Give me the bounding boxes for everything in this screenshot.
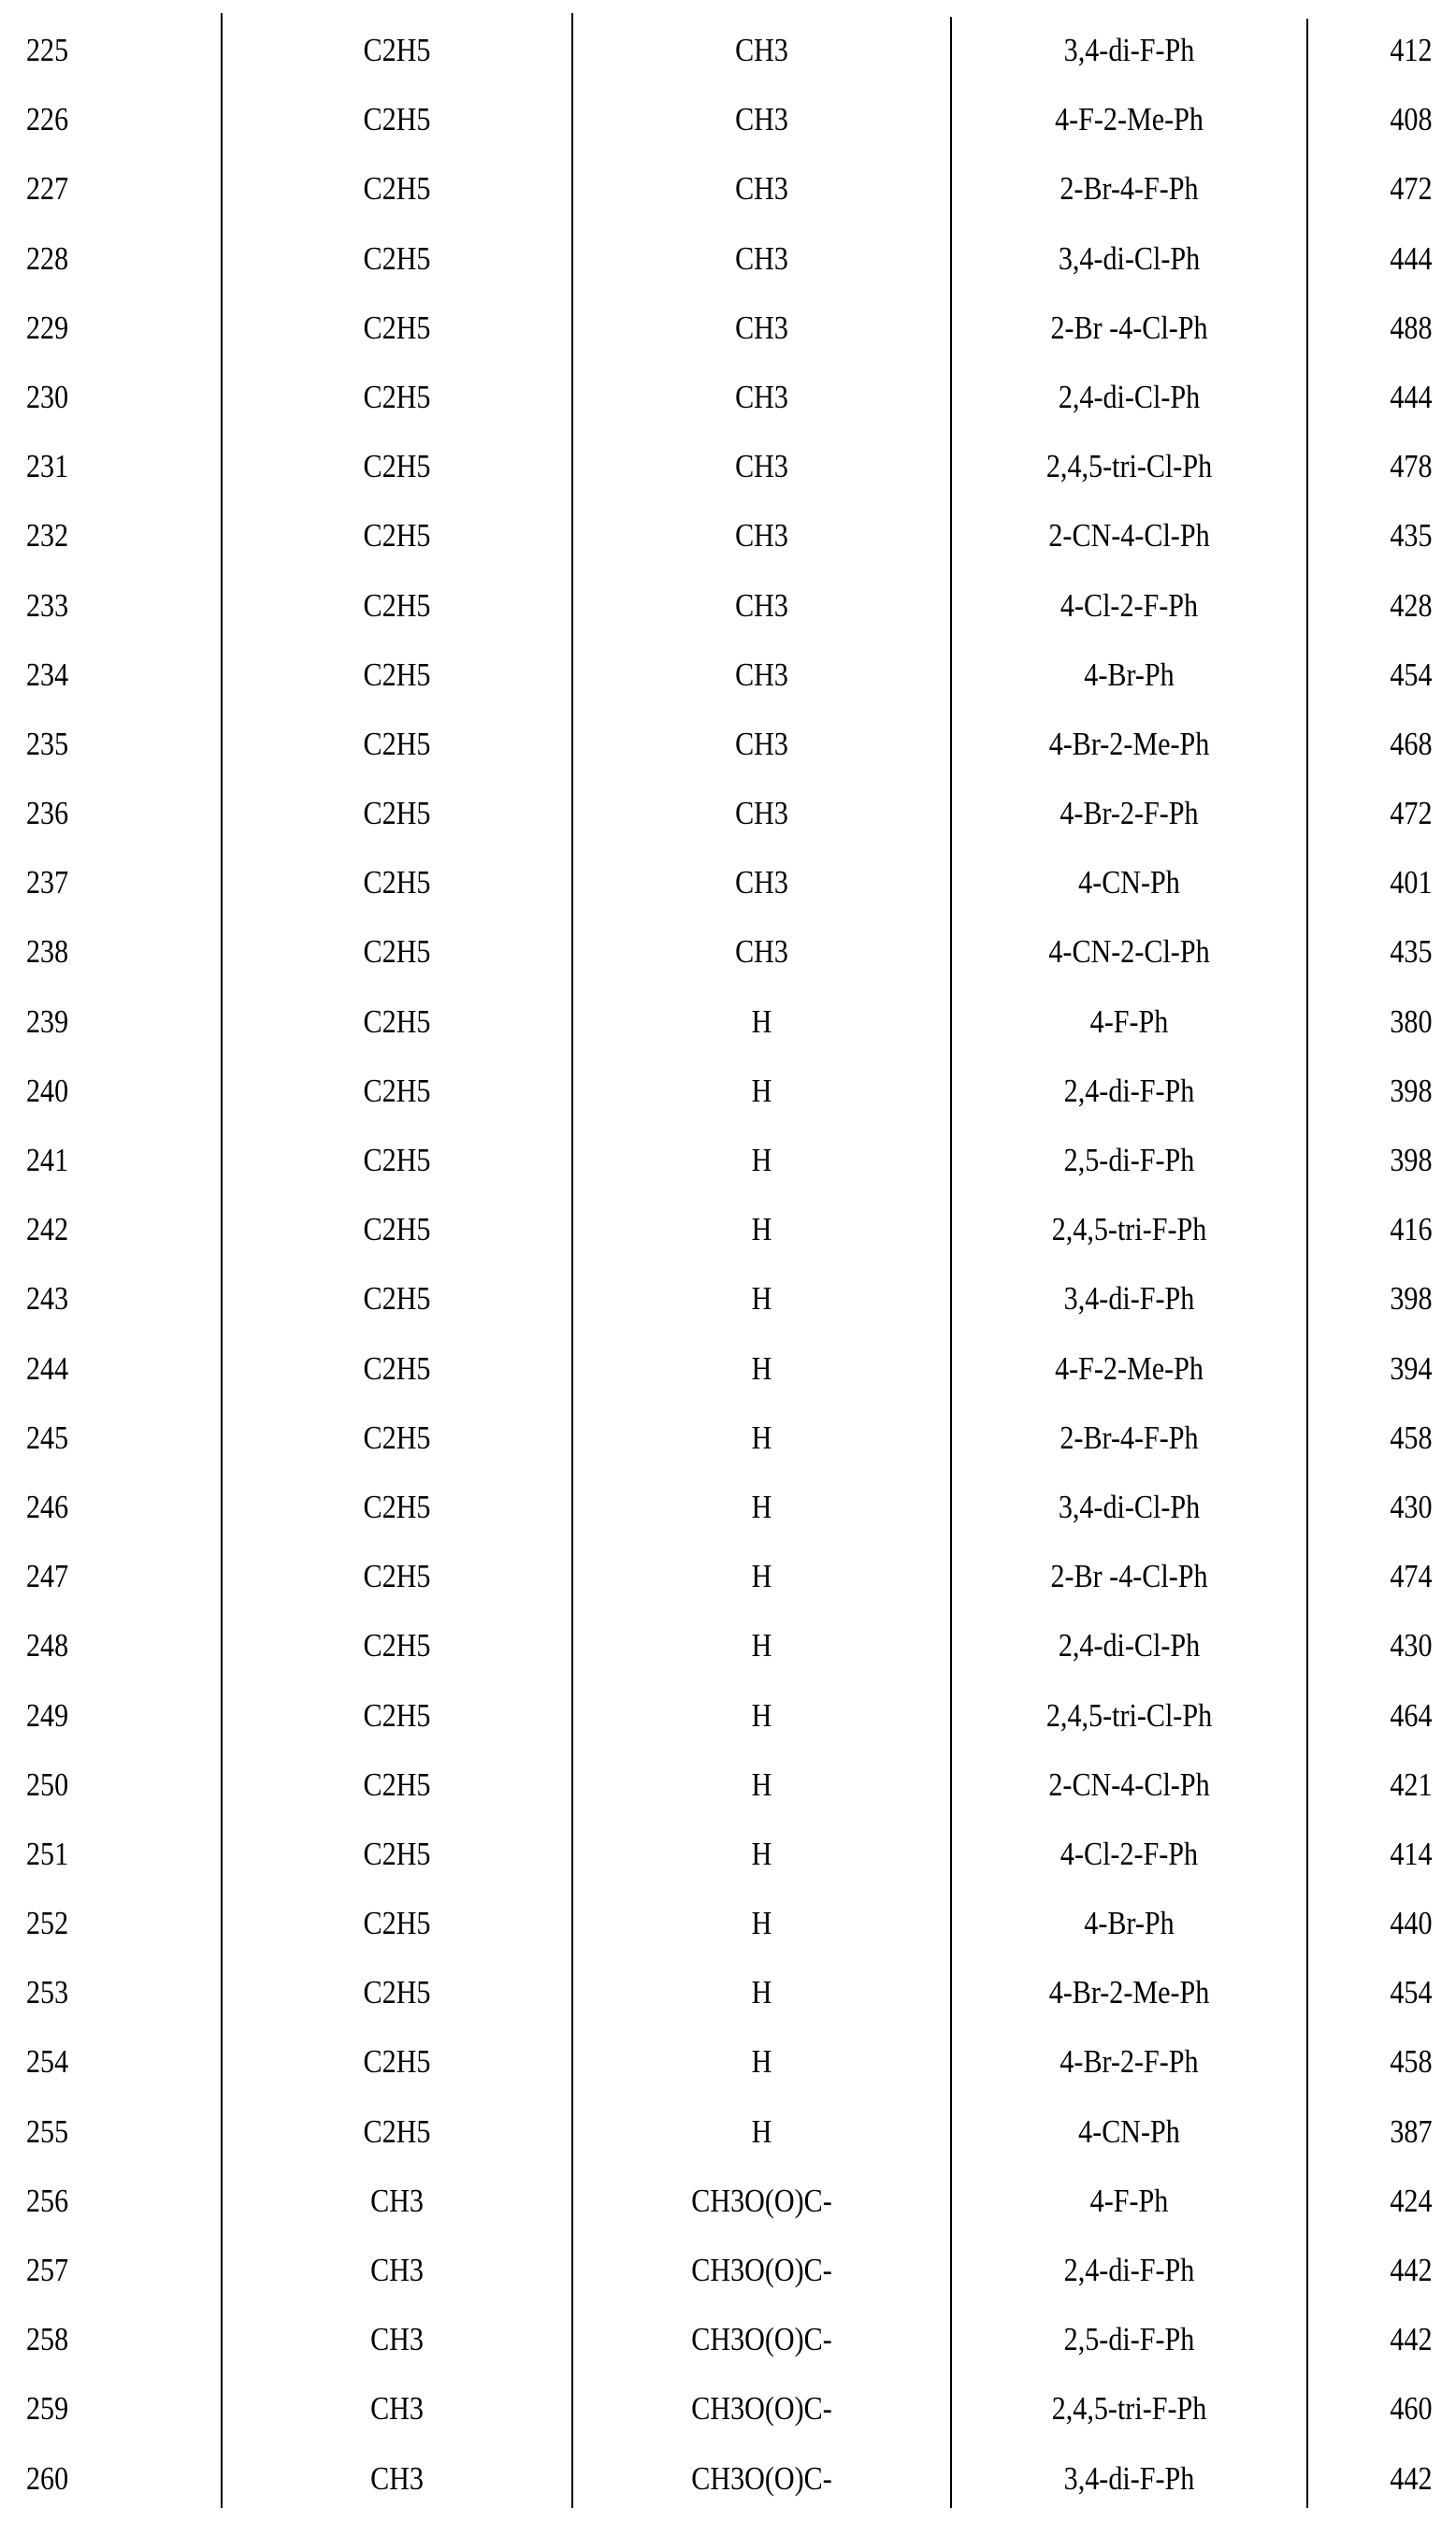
aryl-group: 4-F-Ph — [976, 1003, 1283, 1041]
r2-substituent: CH3O(O)C- — [598, 2321, 924, 2358]
r2-substituent: CH3 — [598, 517, 924, 555]
r2-substituent: H — [598, 1766, 924, 1804]
aryl-group: 2,5-di-F-Ph — [976, 1142, 1283, 1179]
r1-substituent: C2H5 — [246, 1627, 548, 1665]
compound-number: 243 — [26, 1280, 68, 1318]
r2-substituent: CH3 — [598, 379, 924, 416]
compound-number: 259 — [26, 2390, 68, 2428]
r2-substituent: CH3O(O)C- — [598, 2183, 924, 2220]
molecular-weight: 458 — [1390, 1420, 1432, 1457]
molecular-weight: 458 — [1390, 2043, 1432, 2081]
compound-number: 229 — [26, 310, 68, 347]
aryl-group: 2,4-di-F-Ph — [976, 2252, 1283, 2289]
molecular-weight: 380 — [1390, 1003, 1432, 1041]
r1-substituent: CH3 — [246, 2390, 548, 2428]
table-row — [0, 2383, 1456, 2452]
r1-substituent: C2H5 — [246, 101, 548, 138]
compound-number: 242 — [26, 1211, 68, 1248]
r2-substituent: CH3 — [598, 933, 924, 971]
molecular-weight: 430 — [1390, 1627, 1432, 1665]
r2-substituent: CH3O(O)C- — [598, 2390, 924, 2428]
aryl-group: 4-F-2-Me-Ph — [976, 1350, 1283, 1388]
r2-substituent: H — [598, 1350, 924, 1388]
molecular-weight: 444 — [1390, 379, 1432, 416]
r1-substituent: C2H5 — [246, 1489, 548, 1526]
r2-substituent: H — [598, 1697, 924, 1735]
table-row — [0, 2106, 1456, 2175]
compound-number: 258 — [26, 2321, 68, 2358]
r1-substituent: C2H5 — [246, 1420, 548, 1457]
table-row — [0, 1343, 1456, 1412]
r2-substituent: H — [598, 1073, 924, 1110]
r1-substituent: C2H5 — [246, 726, 548, 763]
molecular-weight: 387 — [1390, 2113, 1432, 2151]
compound-number: 253 — [26, 1974, 68, 2011]
r1-substituent: C2H5 — [246, 1766, 548, 1804]
table-row — [0, 2036, 1456, 2105]
molecular-weight: 460 — [1390, 2390, 1432, 2428]
table-row — [0, 1134, 1456, 1203]
table-row — [0, 857, 1456, 926]
r1-substituent: C2H5 — [246, 656, 548, 694]
compound-number: 245 — [26, 1420, 68, 1457]
table-row — [0, 1550, 1456, 1620]
compound-number: 244 — [26, 1350, 68, 1388]
compound-number: 227 — [26, 170, 68, 208]
molecular-weight: 424 — [1390, 2183, 1432, 2220]
compound-number: 232 — [26, 517, 68, 555]
molecular-weight: 454 — [1390, 656, 1432, 694]
compound-number: 237 — [26, 864, 68, 901]
table-row — [0, 1690, 1456, 1759]
r2-substituent: CH3 — [598, 587, 924, 625]
r1-substituent: C2H5 — [246, 1003, 548, 1041]
r1-substituent: C2H5 — [246, 32, 548, 69]
aryl-group: 2,5-di-F-Ph — [976, 2321, 1283, 2358]
compound-number: 249 — [26, 1697, 68, 1735]
molecular-weight: 394 — [1390, 1350, 1432, 1388]
table-row — [0, 649, 1456, 718]
aryl-group: 4-Cl-2-F-Ph — [976, 587, 1283, 625]
molecular-weight: 442 — [1390, 2460, 1432, 2498]
molecular-weight: 412 — [1390, 32, 1432, 69]
aryl-group: 4-CN-2-Cl-Ph — [976, 933, 1283, 971]
compound-number: 234 — [26, 656, 68, 694]
r2-substituent: H — [598, 1280, 924, 1318]
r2-substituent: CH3O(O)C- — [598, 2460, 924, 2498]
compound-number: 252 — [26, 1905, 68, 1942]
aryl-group: 3,4-di-F-Ph — [976, 2460, 1283, 2498]
table-row — [0, 1273, 1456, 1342]
r2-substituent: CH3 — [598, 656, 924, 694]
molecular-weight: 416 — [1390, 1211, 1432, 1248]
aryl-group: 3,4-di-Cl-Ph — [976, 1489, 1283, 1526]
molecular-weight: 442 — [1390, 2252, 1432, 2289]
aryl-group: 2-Br-4-F-Ph — [976, 1420, 1283, 1457]
r1-substituent: CH3 — [246, 2252, 548, 2289]
r1-substituent: C2H5 — [246, 1558, 548, 1595]
aryl-group: 2,4-di-F-Ph — [976, 1073, 1283, 1110]
r1-substituent: C2H5 — [246, 517, 548, 555]
compound-number: 246 — [26, 1489, 68, 1526]
r1-substituent: C2H5 — [246, 170, 548, 208]
aryl-group: 3,4-di-F-Ph — [976, 32, 1283, 69]
aryl-group: 2,4-di-Cl-Ph — [976, 1627, 1283, 1665]
molecular-weight: 488 — [1390, 310, 1432, 347]
r1-substituent: C2H5 — [246, 864, 548, 901]
aryl-group: 4-Br-Ph — [976, 1905, 1283, 1942]
aryl-group: 2,4,5-tri-F-Ph — [976, 1211, 1283, 1248]
r2-substituent: CH3 — [598, 864, 924, 901]
table-row — [0, 926, 1456, 995]
table-row — [0, 24, 1456, 94]
molecular-weight: 454 — [1390, 1974, 1432, 2011]
compound-number: 254 — [26, 2043, 68, 2081]
table-row — [0, 1828, 1456, 1897]
r2-substituent: H — [598, 1211, 924, 1248]
r1-substituent: C2H5 — [246, 448, 548, 485]
r1-substituent: C2H5 — [246, 1211, 548, 1248]
aryl-group: 4-F-2-Me-Ph — [976, 101, 1283, 138]
compound-number: 236 — [26, 795, 68, 832]
r2-substituent: H — [598, 2043, 924, 2081]
molecular-weight: 472 — [1390, 795, 1432, 832]
r1-substituent: C2H5 — [246, 1974, 548, 2011]
table-row — [0, 1897, 1456, 1967]
r2-substituent: H — [598, 1489, 924, 1526]
r1-substituent: CH3 — [246, 2183, 548, 2220]
molecular-weight: 468 — [1390, 726, 1432, 763]
aryl-group: 2,4,5-tri-Cl-Ph — [976, 448, 1283, 485]
aryl-group: 2,4,5-tri-F-Ph — [976, 2390, 1283, 2428]
compound-number: 226 — [26, 101, 68, 138]
r1-substituent: CH3 — [246, 2321, 548, 2358]
compound-number: 247 — [26, 1558, 68, 1595]
r2-substituent: CH3 — [598, 310, 924, 347]
r2-substituent: H — [598, 1974, 924, 2011]
molecular-weight: 428 — [1390, 587, 1432, 625]
compound-number: 240 — [26, 1073, 68, 1110]
aryl-group: 2-CN-4-Cl-Ph — [976, 1766, 1283, 1804]
r2-substituent: H — [598, 2113, 924, 2151]
r1-substituent: C2H5 — [246, 2043, 548, 2081]
aryl-group: 4-F-Ph — [976, 2183, 1283, 2220]
table-row — [0, 440, 1456, 510]
molecular-weight: 430 — [1390, 1489, 1432, 1526]
r1-substituent: C2H5 — [246, 933, 548, 971]
molecular-weight: 408 — [1390, 101, 1432, 138]
table-row — [0, 1481, 1456, 1550]
molecular-weight: 398 — [1390, 1073, 1432, 1110]
r2-substituent: H — [598, 1558, 924, 1595]
table-row — [0, 580, 1456, 649]
aryl-group: 4-Br-Ph — [976, 656, 1283, 694]
table-row — [0, 787, 1456, 857]
r2-substituent: H — [598, 1627, 924, 1665]
r2-substituent: CH3 — [598, 448, 924, 485]
r1-substituent: C2H5 — [246, 310, 548, 347]
r2-substituent: CH3 — [598, 32, 924, 69]
aryl-group: 4-Br-2-F-Ph — [976, 795, 1283, 832]
compound-number: 250 — [26, 1766, 68, 1804]
molecular-weight: 440 — [1390, 1905, 1432, 1942]
table-row — [0, 996, 1456, 1065]
compound-number: 260 — [26, 2460, 68, 2498]
molecular-weight: 478 — [1390, 448, 1432, 485]
molecular-weight: 435 — [1390, 517, 1432, 555]
r1-substituent: C2H5 — [246, 1142, 548, 1179]
table-row — [0, 302, 1456, 371]
table-row — [0, 1412, 1456, 1481]
aryl-group: 2-Br -4-Cl-Ph — [976, 1558, 1283, 1595]
r1-substituent: C2H5 — [246, 587, 548, 625]
aryl-group: 2,4,5-tri-Cl-Ph — [976, 1697, 1283, 1735]
r2-substituent: CH3 — [598, 795, 924, 832]
compound-number: 225 — [26, 32, 68, 69]
compound-number: 248 — [26, 1627, 68, 1665]
molecular-weight: 398 — [1390, 1142, 1432, 1179]
r1-substituent: C2H5 — [246, 1905, 548, 1942]
compound-number: 233 — [26, 587, 68, 625]
aryl-group: 4-Br-2-F-Ph — [976, 2043, 1283, 2081]
aryl-group: 4-CN-Ph — [976, 864, 1283, 901]
r1-substituent: C2H5 — [246, 1836, 548, 1873]
compound-number: 239 — [26, 1003, 68, 1041]
compound-number: 228 — [26, 240, 68, 278]
r1-substituent: C2H5 — [246, 240, 548, 278]
r2-substituent: H — [598, 1836, 924, 1873]
r2-substituent: CH3 — [598, 101, 924, 138]
aryl-group: 4-Br-2-Me-Ph — [976, 726, 1283, 763]
r1-substituent: C2H5 — [246, 1073, 548, 1110]
table-row — [0, 2453, 1456, 2522]
r1-substituent: C2H5 — [246, 1280, 548, 1318]
aryl-group: 3,4-di-Cl-Ph — [976, 240, 1283, 278]
compound-number: 241 — [26, 1142, 68, 1179]
table-row — [0, 1620, 1456, 1689]
r2-substituent: CH3 — [598, 726, 924, 763]
aryl-group: 4-CN-Ph — [976, 2113, 1283, 2151]
table-row — [0, 718, 1456, 787]
table-row — [0, 371, 1456, 440]
r2-substituent: CH3 — [598, 170, 924, 208]
r2-substituent: CH3 — [598, 240, 924, 278]
compound-number: 257 — [26, 2252, 68, 2289]
r1-substituent: C2H5 — [246, 1697, 548, 1735]
r1-substituent: C2H5 — [246, 379, 548, 416]
table-row — [0, 510, 1456, 579]
compound-number: 256 — [26, 2183, 68, 2220]
molecular-weight: 414 — [1390, 1836, 1432, 1873]
molecular-weight: 464 — [1390, 1697, 1432, 1735]
r1-substituent: C2H5 — [246, 795, 548, 832]
aryl-group: 2-CN-4-Cl-Ph — [976, 517, 1283, 555]
compound-number: 230 — [26, 379, 68, 416]
table-row — [0, 94, 1456, 163]
compound-number: 235 — [26, 726, 68, 763]
r2-substituent: H — [598, 1003, 924, 1041]
r2-substituent: H — [598, 1420, 924, 1457]
r1-substituent: C2H5 — [246, 2113, 548, 2151]
molecular-weight: 401 — [1390, 864, 1432, 901]
table-row — [0, 1065, 1456, 1134]
molecular-weight: 435 — [1390, 933, 1432, 971]
r2-substituent: CH3O(O)C- — [598, 2252, 924, 2289]
r1-substituent: CH3 — [246, 2460, 548, 2498]
molecular-weight: 444 — [1390, 240, 1432, 278]
molecular-weight: 472 — [1390, 170, 1432, 208]
table-row — [0, 163, 1456, 232]
r1-substituent: C2H5 — [246, 1350, 548, 1388]
r2-substituent: H — [598, 1905, 924, 1942]
table-row — [0, 2313, 1456, 2383]
table-row — [0, 233, 1456, 302]
compound-number: 231 — [26, 448, 68, 485]
table-row — [0, 2175, 1456, 2244]
molecular-weight: 442 — [1390, 2321, 1432, 2358]
compound-table — [0, 24, 1456, 2522]
molecular-weight: 421 — [1390, 1766, 1432, 1804]
molecular-weight: 474 — [1390, 1558, 1432, 1595]
r2-substituent: H — [598, 1142, 924, 1179]
aryl-group: 3,4-di-F-Ph — [976, 1280, 1283, 1318]
aryl-group: 2,4-di-Cl-Ph — [976, 379, 1283, 416]
compound-number: 238 — [26, 933, 68, 971]
molecular-weight: 398 — [1390, 1280, 1432, 1318]
aryl-group: 2-Br -4-Cl-Ph — [976, 310, 1283, 347]
aryl-group: 4-Cl-2-F-Ph — [976, 1836, 1283, 1873]
table-row — [0, 1203, 1456, 1273]
table-row — [0, 2244, 1456, 2313]
compound-number: 251 — [26, 1836, 68, 1873]
aryl-group: 2-Br-4-F-Ph — [976, 170, 1283, 208]
aryl-group: 4-Br-2-Me-Ph — [976, 1974, 1283, 2011]
compound-number: 255 — [26, 2113, 68, 2151]
table-row — [0, 1759, 1456, 1828]
table-row — [0, 1967, 1456, 2036]
